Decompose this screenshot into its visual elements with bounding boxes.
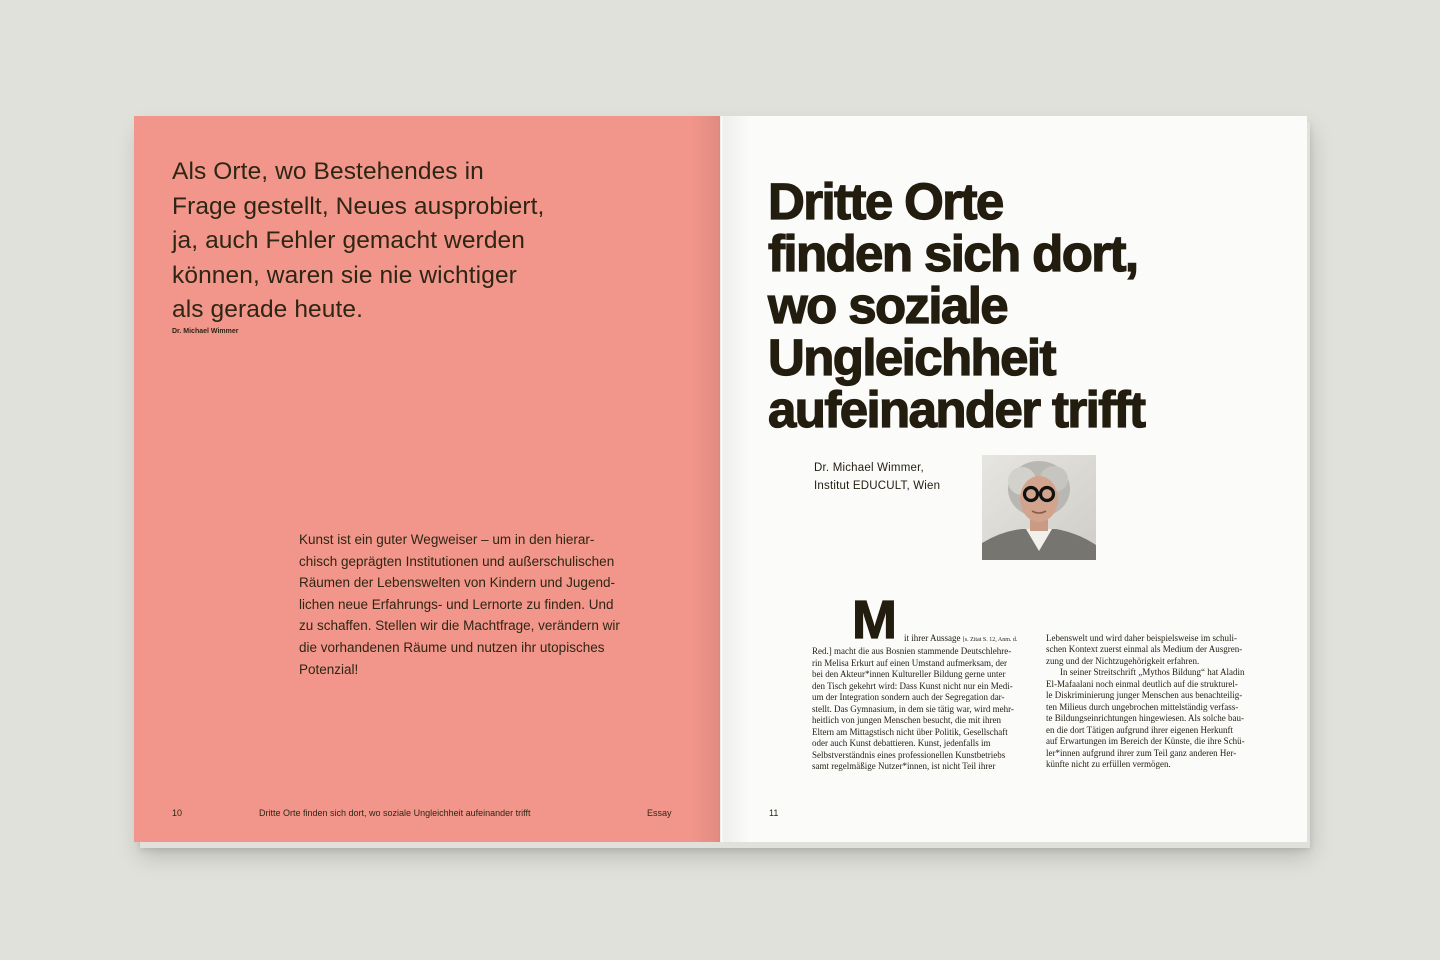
pull-quote-line: Frage gestellt, Neues ausprobiert, [172,192,545,220]
headline [768,173,1288,438]
headline-line: aufeinander trifft [768,381,1145,438]
body-line: lichen neue Erfahrungs- und Lernorte zu finden. Und [299,596,614,612]
column-line: künfte nicht zu erfüllen vermögen. [1046,758,1171,769]
column-line: oder auch Kunst debattieren. Kunst, jedenfalls im [812,738,991,749]
body-line: Potenzial! [299,661,359,677]
section-label: Essay [647,808,672,818]
column-line: Selbstverständnis eines professionellen Kunstbetriebs [812,749,1006,760]
first-line-text: it ihrer Aussage [904,633,961,643]
column-line: schen Kontext zuerst einmal als Medium der Ausgren- [1046,644,1243,655]
column-line: heitlich von jungen Menschen besucht, die mit ihren [812,715,1001,726]
body-line: chisch geprägten Institutionen und außerschulischen [299,553,615,569]
column-line: stellt. Das Gymnasium, in dem sie tätig war, wird mehr- [812,703,1014,714]
editor-reference: [s. Zitat S. 12, Anm. d. [962,637,1018,643]
body-line: zu schaffen. Stellen wir die Machtfrage, verändern wir [299,618,620,634]
column-line: ten Milieus durch ungebrochen mittelständig verfass- [1046,701,1239,712]
headline-line: wo soziale [768,277,1008,334]
column-line: bei den Akteur*innen Kultureller Bildung gerne unter [812,669,1006,680]
pull-quote-line: ja, auch Fehler gemacht werden [172,227,525,254]
folio-number-left: 10 [172,808,183,818]
folio-number-right: 11 [769,808,779,818]
column-line: In seiner Streitschrift „Mythos Bildung“ hat Aladin [1060,667,1245,678]
column-line: Red.] macht die aus Bosnien stammende Deutschlehre- [812,646,1012,657]
article-column-1 [812,633,1032,772]
column-line: El-Mafaalani noch einmal deutlich auf die strukturel- [1046,678,1238,689]
left-body-text [299,529,649,680]
author-portrait [982,455,1096,560]
author-institution: Institut EDUCULT, Wien [814,480,941,492]
body-line: die vorhandenen Räume und nutzen ihr utopisches [299,639,605,655]
column-line: samt regelmäßige Nutzer*innen, ist nicht Teil ihrer [812,760,996,771]
quote-attribution: Dr. Michael Wimmer [172,328,239,335]
column-line: zung und der Nichtzugehörigkeit erfahren. [1046,655,1200,666]
running-title: Dritte Orte finden sich dort, wo soziale Ungleichheit aufeinander trifft [259,808,531,818]
column-line: auf Erwartungen im Bereich der Künste, die ihre Schü- [1046,736,1245,747]
drop-cap: M [852,590,895,650]
pull-quote-line: Als Orte, wo Bestehendes in [172,158,484,185]
headline-line: Dritte Orte [768,173,1003,230]
pull-quote-line: können, waren sie nie wichtiger [172,261,517,289]
column-first-line [812,633,1032,646]
column-line: um der Integration sondern auch der Segregation dar- [812,692,1005,703]
portrait-image [982,455,1096,560]
article-column-2 [1046,633,1266,770]
author-byline [814,459,940,495]
pull-quote [172,155,642,328]
column-line: le Diskriminierung junger Menschen aus benachteilig- [1046,690,1243,701]
body-line: Kunst ist ein guter Wegweiser – um in den hierar- [299,532,595,547]
pull-quote-line: als gerade heute. [172,296,364,323]
headline-line: finden sich dort, [768,225,1138,282]
column-line: ler*innen aufgrund ihrer zum Teil ganz anderen Her- [1046,747,1237,758]
column-line: den Tisch gekehrt wird: Dass Kunst nicht nur ein Medi- [812,680,1013,691]
column-line: Eltern am Mittagstisch nicht über Politik, Gesellschaft [812,726,1008,737]
author-name: Dr. Michael Wimmer, [814,462,924,474]
body-line: Räumen der Lebenswelten von Kindern und Jugend- [299,575,615,591]
column-line: en die dort Tätigen aufgrund ihrer eigenen Herkunft [1046,724,1234,735]
column-line: te Bildungseinrichtungen hingewiesen. Als solche bau- [1046,713,1244,724]
headline-line: Ungleichheit [768,329,1055,386]
column-line: Lebenswelt und wird daher beispielsweise im schuli- [1046,633,1237,643]
column-line: rin Melisa Erkurt auf einen Umstand aufmerksam, der [812,657,1007,668]
